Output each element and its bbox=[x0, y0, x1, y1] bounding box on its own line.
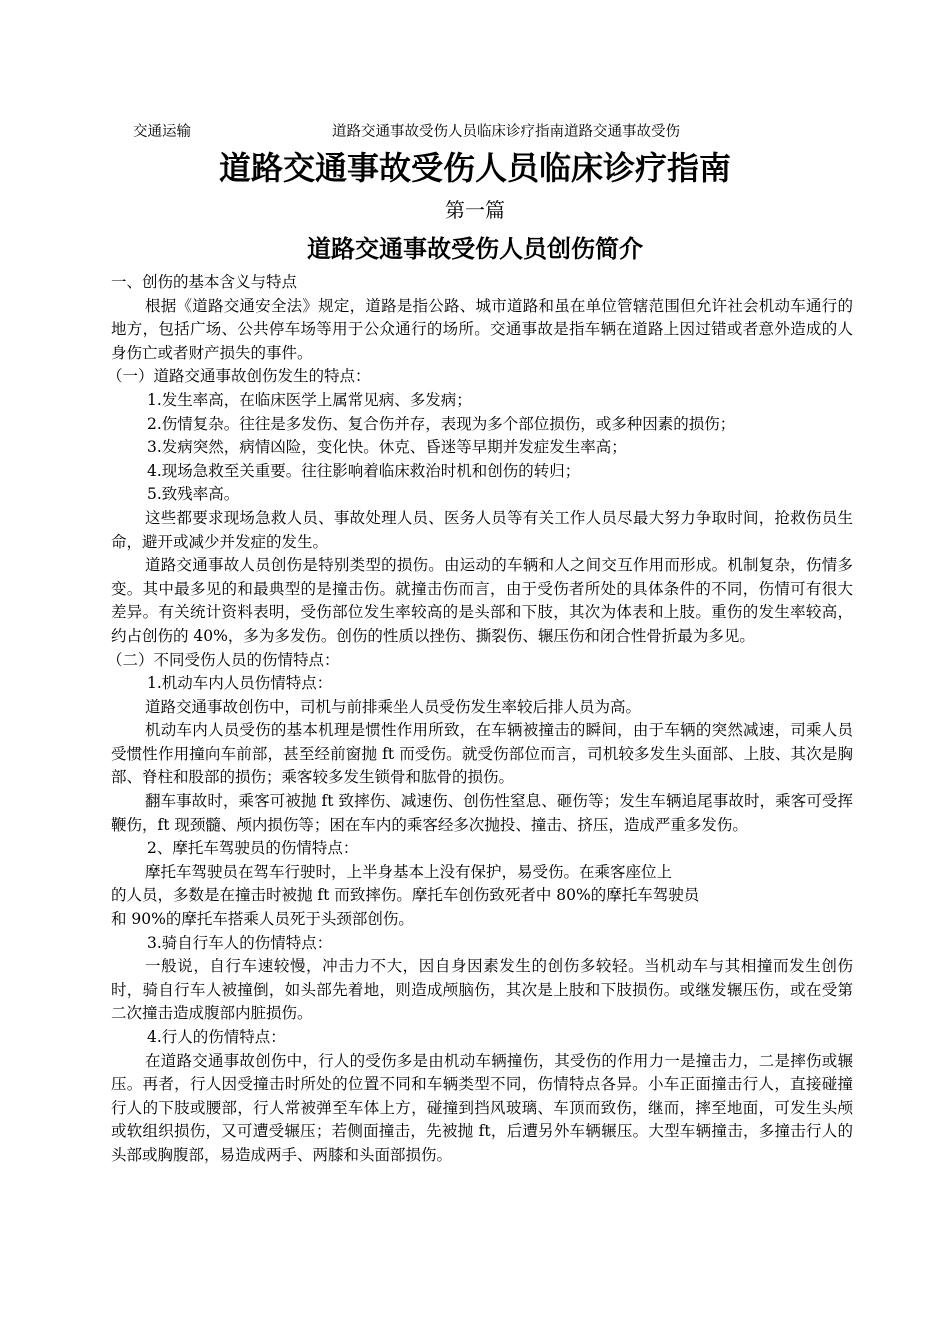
list-item: 3.骑自行车人的伤情特点： bbox=[147, 933, 333, 952]
paragraph: 摩托车驾驶员在驾车行驶时，上半身基本上没有保护，易受伤。在乘客座位上 bbox=[145, 862, 673, 881]
list-item: 3.发病突然，病情凶险，变化快。休克、昏迷等早期并发症发生率高； bbox=[147, 438, 627, 457]
list-item: 1.发生率高，在临床医学上属常见病、多发病； bbox=[147, 390, 472, 409]
document-title: 道路交通事故受伤人员临床诊疗指南 bbox=[218, 149, 731, 187]
paragraph: 翻车事故时，乘客可被抛 ft 致摔伤、减速伤、创伤性窒息、砸伤等；发生车辆追尾事故时，乘客可受挥鞭伤，ft 现颈髓、颅内损伤等；困在车内的乘客经多次抛投、撞击、挤压，造成严重多发伤。 bbox=[111, 792, 853, 834]
list-item: 2、摩托车驾驶员的伤情特点： bbox=[147, 839, 359, 858]
paragraph: 道路交通事故人员创伤是特别类型的损伤。由运动的车辆和人之间交互作用而形成。机制复杂，伤情多变。其中最多见的和最典型的是撞击伤。就撞击伤而言，由于受伤者所处的具体条件的不同，伤情可有很大差异。有关统计资料表明，受伤部位发生率较高的是头部和下肢，其次为体表和上肢。重伤的发生率较高，约占创伤的 40%，多为多发伤。创伤的性质以挫伤、撕裂伤、辗压伤和闭合性骨折最为多见。 bbox=[111, 556, 853, 645]
subsection-heading: （一）道路交通事故创伤发生的特点： bbox=[107, 367, 371, 386]
paragraph: 道路交通事故创伤中，司机与前排乘坐人员受伤发生率较后排人员为高。 bbox=[145, 697, 642, 716]
paragraph: 和 90%的摩托车搭乘人员死于头颈部创伤。 bbox=[111, 910, 414, 929]
subsection-heading: （二）不同受伤人员的伤情特点： bbox=[107, 650, 340, 669]
document-body bbox=[107, 271, 853, 1168]
paragraph: 一般说，自行车速较慢，冲击力不大，因自身因素发生的创伤多较轻。当机动车与其相撞而发生创伤时，骑自行车人被撞倒，如头部先着地，则造成颅脑伤，其次是上肢和下肢损伤。或继发辗压伤，或在受第二次撞击造成腹部内脏损伤。 bbox=[111, 957, 853, 1023]
header-category: 交通运输 bbox=[133, 124, 191, 140]
list-item: 5.致残率高。 bbox=[147, 485, 240, 504]
list-item: 4.现场急救至关重要。往往影响着临床救治时机和创伤的转归； bbox=[147, 461, 581, 480]
part-heading: 第一篇 bbox=[445, 198, 505, 222]
paragraph: 在道路交通事故创伤中，行人的受伤多是由机动车辆撞伤，其受伤的作用力一是撞击力，二是摔伤或辗压。再者，行人因受撞击时所处的位置不同和车辆类型不同，伤情特点各异。小车正面撞击行人，直接碰撞行人的下肢或腰部，行人常被弹至车体上方，碰撞到挡风玻璃、车顶而致伤，继而，摔至地面，可发生头颅或软组织损伤，又可遭受辗压；若侧面撞击，先被抛 ft，后遭另外车辆辗压。大型车辆撞击，多撞击行人的头部或胸腹部，易造成两手、两膝和头面部损伤。 bbox=[111, 1051, 853, 1164]
list-item: 2.伤情复杂。往往是多发伤、复合伤并存，表现为多个部位损伤，或多种因素的损伤； bbox=[147, 414, 736, 433]
section-heading: 一、创伤的基本含义与特点 bbox=[111, 273, 298, 291]
paragraph: 这些都要求现场急救人员、事故处理人员、医务人员等有关工作人员尽最大努力争取时间，抢救伤员生命，避开或减少并发症的发生。 bbox=[111, 508, 853, 551]
list-item: 1.机动车内人员伤情特点： bbox=[147, 674, 333, 693]
paragraph: 根据《道路交通安全法》规定，道路是指公路、城市道路和虽在单位管辖范围但允许社会机动车通行的地方，包括广场、公共停车场等用于公众通行的场所。交通事故是指车辆在道路上因过错或者意外造成的人身伤亡或者财产损失的事件。 bbox=[111, 296, 853, 362]
paragraph: 机动车内人员受伤的基本机理是惯性作用所致，在车辆被撞击的瞬间，由于车辆的突然减速，司乘人员受惯性作用撞向车前部，甚至经前窗抛 ft 而受伤。就受伤部位而言，司机较多发生头面部、上肢、其次是胸部、脊柱和股部的损伤；乘客较多发生锁骨和肱骨的损伤。 bbox=[111, 721, 853, 787]
chapter-heading: 道路交通事故受伤人员创伤简介 bbox=[307, 235, 643, 263]
header-doc-title: 道路交通事故受伤人员临床诊疗指南道路交通事故受伤 bbox=[332, 124, 680, 140]
paragraph: 的人员，多数是在撞击时被抛 ft 而致摔伤。摩托车创伤致死者中 80%的摩托车驾驶员 bbox=[111, 886, 700, 905]
list-item: 4.行人的伤情特点： bbox=[147, 1028, 286, 1046]
